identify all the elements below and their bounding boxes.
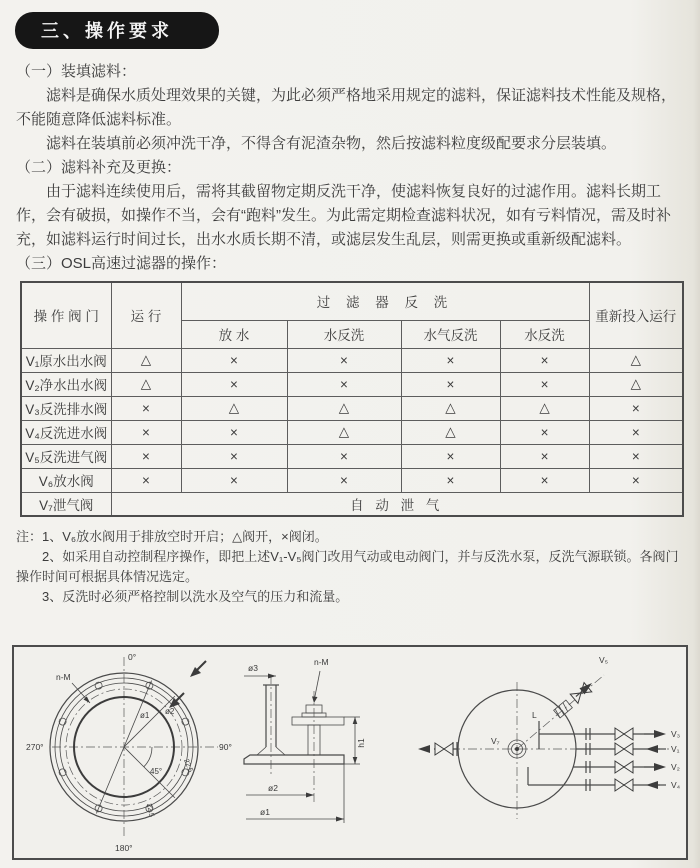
backwash-drain-line <box>539 721 666 749</box>
raw-water-line <box>576 743 666 755</box>
flow-arrow-left <box>418 745 430 753</box>
dim-arrowhead <box>268 674 276 679</box>
subsection-1-title: （一）装填滤料： <box>16 63 137 80</box>
diameter-1-label: ø1 <box>260 807 270 817</box>
angle-label-180: 180° <box>115 843 133 853</box>
cell-state: △ <box>401 420 500 444</box>
table-row <box>21 348 683 372</box>
table-row <box>21 492 683 516</box>
cell-state: △ <box>589 372 683 396</box>
clean-water-line <box>573 761 666 773</box>
cell-state: × <box>589 396 683 420</box>
table-row <box>21 396 683 420</box>
valve-v3-label: V₃ <box>671 729 681 739</box>
section-header-badge <box>15 12 219 49</box>
cell-state: △ <box>181 396 287 420</box>
angle-label-0: 0° <box>128 652 137 662</box>
tank-piping-diagram <box>418 655 681 819</box>
diameter-2-label: ø2 <box>165 707 175 716</box>
body-text <box>16 60 684 276</box>
drain-valve <box>418 742 458 756</box>
table-row <box>21 420 683 444</box>
table-row <box>21 468 683 492</box>
cell-state: △ <box>500 396 589 420</box>
subsection-1-paragraph-1: 滤料是确保水质处理效果的关键，为此必须严格地采用规定的滤料，保证滤料技术性能及规格，不能随意降低滤料标准。 <box>16 87 677 128</box>
cell-state: × <box>589 420 683 444</box>
cell-state: △ <box>111 348 181 372</box>
length-label: L <box>532 710 537 720</box>
angle-label-90: 90° <box>219 742 232 752</box>
cell-state: × <box>401 372 500 396</box>
table-row <box>21 372 683 396</box>
valve-v5-label: V₅ <box>599 655 609 665</box>
cell-state: × <box>401 348 500 372</box>
table-row <box>21 444 683 468</box>
valve-name: V₂净水出水阀 <box>21 372 111 396</box>
table-header-run: 运 行 <box>111 282 181 348</box>
section-cut-mark <box>190 661 206 677</box>
table-header-water-air-backwash: 水气反洗 <box>401 320 500 348</box>
valve-v1-label: V₁ <box>671 744 680 754</box>
technical-drawings <box>14 647 686 858</box>
valve-name: V₅反洗进气阀 <box>21 444 111 468</box>
flow-arrow-v2 <box>654 763 666 771</box>
cell-state: × <box>589 444 683 468</box>
section-header-title: 三、操作要求 <box>41 21 173 41</box>
diameter-1-label: ø1 <box>140 711 150 720</box>
cell-state: × <box>111 420 181 444</box>
valve-name: V₆放水阀 <box>21 468 111 492</box>
cell-state: × <box>500 420 589 444</box>
cell-state: × <box>401 444 500 468</box>
cell-state: △ <box>287 420 401 444</box>
technical-drawings-panel <box>12 645 688 860</box>
cell-state: × <box>111 444 181 468</box>
cell-state: × <box>287 348 401 372</box>
diameter-3-label: ø3 <box>248 663 258 673</box>
flow-arrow-v1 <box>646 745 658 753</box>
leader-arrowhead <box>312 696 318 703</box>
valve-v2-label: V₂ <box>671 762 680 772</box>
flange-section-view <box>244 657 366 823</box>
table-header-water-backwash-2: 水反洗 <box>500 320 589 348</box>
cell-state: △ <box>401 396 500 420</box>
dim-arrowhead <box>306 793 314 798</box>
table-header-rerun: 重新投入运行 <box>589 282 683 348</box>
angle-22-5-label: 22.5 <box>145 802 155 818</box>
subsection-3-title: （三）OSL高速过滤器的操作： <box>16 255 227 272</box>
angle-45-label: 45° <box>150 767 163 776</box>
bolt-count-label: n-M <box>314 657 329 667</box>
table-header-valve: 操 作 阀 门 <box>21 282 111 348</box>
cell-state: × <box>500 444 589 468</box>
cell-state: × <box>500 468 589 492</box>
cell-state: × <box>181 420 287 444</box>
valve-name: V₃反洗排水阀 <box>21 396 111 420</box>
cell-state: △ <box>589 348 683 372</box>
diameter-2-label: ø2 <box>268 783 278 793</box>
cell-state: × <box>500 372 589 396</box>
angle-22-5-label: 22.5 <box>182 758 194 774</box>
cell-state: × <box>111 396 181 420</box>
cell-state: × <box>181 348 287 372</box>
valve-name: V₇泄气阀 <box>21 492 111 516</box>
cell-state: × <box>287 444 401 468</box>
dim-arrowhead <box>336 817 344 822</box>
cell-state: × <box>181 444 287 468</box>
flange-front-view <box>26 652 232 853</box>
valve-name: V₁原水出水阀 <box>21 348 111 372</box>
note-3: 3、反洗时必须严格控制以洗水及空气的压力和流量。 <box>42 589 349 604</box>
cell-state: × <box>287 468 401 492</box>
auto-vent-cell: 自 动 泄 气 <box>111 492 683 516</box>
valve-v7-label: V₇ <box>491 736 500 746</box>
height-1-label: h1 <box>356 738 366 748</box>
flow-arrow-v3 <box>654 730 666 738</box>
note-1: 注：1、V₆放水阀用于排放空时开启；△阀开，×阀闭。 <box>16 529 328 544</box>
cell-state: × <box>589 468 683 492</box>
bolt-count-label: n-M <box>56 672 71 682</box>
cell-state: △ <box>111 372 181 396</box>
cell-state: × <box>401 468 500 492</box>
cell-state: × <box>500 348 589 372</box>
subsection-2-paragraph-1: 由于滤料连续使用后，需将其截留物定期反洗干净，使滤料恢复良好的过滤作用。滤料长期工作，会有破损，如操作不当，会有“跑料”发生。为此需定期检查滤料状况，如有亏料情况，需及时补充，如滤料运行时间过长，出水水质长期不清，或滤层发生乱层，则需更换或重新级配滤料。 <box>16 183 671 248</box>
valve-operation-table <box>20 281 684 517</box>
angle-label-270: 270° <box>26 742 44 752</box>
table-notes <box>16 527 684 607</box>
note-2: 2、如采用自动控制程序操作，即把上述V₁-V₅阀门改用气动或电动阀门，并与反洗水泵，反洗气源联锁。各阀门操作时间可根据具体情况选定。 <box>16 549 679 584</box>
valve-v4-label: V₄ <box>671 780 681 790</box>
dim-arrowhead <box>353 757 358 764</box>
subsection-1-paragraph-2: 滤料在装填前必须冲洗干净，不得含有泥渣杂物，然后按滤料粒度级配要求分层装填。 <box>46 135 617 152</box>
table-header-water-backwash-1: 水反洗 <box>287 320 401 348</box>
dim-arrowhead <box>353 717 358 724</box>
cell-state: × <box>181 372 287 396</box>
table-header-drain: 放 水 <box>181 320 287 348</box>
backwash-water-line <box>528 767 666 791</box>
table-header-backwash-group: 过 滤 器 反 洗 <box>181 282 589 320</box>
cell-state: △ <box>287 396 401 420</box>
cell-state: × <box>111 468 181 492</box>
subsection-2-title: （二）滤料补充及更换： <box>16 159 182 176</box>
cell-state: × <box>287 372 401 396</box>
flow-arrow-v4 <box>646 781 658 789</box>
valve-name: V₄反洗进水阀 <box>21 420 111 444</box>
cell-state: × <box>181 468 287 492</box>
